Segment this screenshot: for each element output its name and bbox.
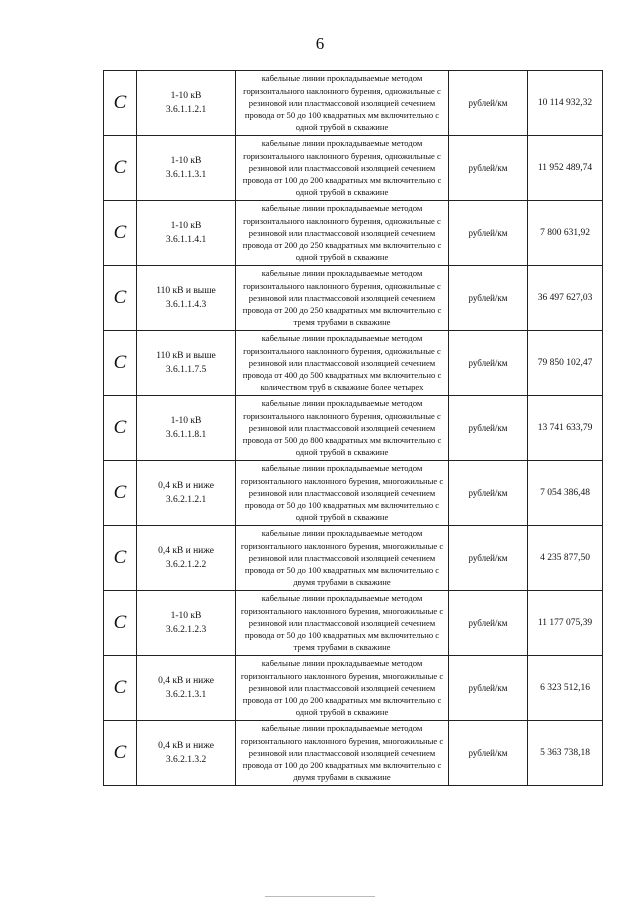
price-cell: 11 177 075,39 — [528, 591, 603, 656]
table-row — [104, 461, 603, 526]
voltage-class: 0,4 кВ и ниже — [158, 546, 214, 556]
rate-code: 3.6.2.1.3.2 — [165, 755, 207, 765]
table-row — [104, 331, 603, 396]
rate-letter-cell: C — [104, 396, 137, 461]
description-cell: кабельные линии прокладываемые методом горизонтального наклонного бурения, многожильные с резиновой или пластмассовой изоляцией сечением провода от 50 до 100 квадратных мм включительно с одной трубой в скважине — [236, 461, 449, 526]
rate-code: 3.6.1.1.4.3 — [165, 300, 207, 310]
voltage-class: 1-10 кВ — [170, 611, 202, 621]
voltage-code-cell — [137, 591, 236, 656]
rate-letter-cell: C — [104, 591, 137, 656]
price-cell: 4 235 877,50 — [528, 526, 603, 591]
description-cell: кабельные линии прокладываемые методом горизонтального наклонного бурения, одножильные с резиновой или пластмассовой изоляцией сечением провода от 200 до 250 квадратных мм включительно с тремя трубами в скважине — [236, 266, 449, 331]
rate-code: 3.6.2.1.2.1 — [165, 495, 207, 505]
unit-cell: рублей/км — [449, 461, 528, 526]
unit-cell: рублей/км — [449, 266, 528, 331]
price-cell: 11 952 489,74 — [528, 136, 603, 201]
table-row — [104, 201, 603, 266]
voltage-code-cell — [137, 71, 236, 136]
price-cell: 36 497 627,03 — [528, 266, 603, 331]
unit-cell: рублей/км — [449, 396, 528, 461]
rate-code: 3.6.1.1.8.1 — [165, 430, 207, 440]
voltage-class: 1-10 кВ — [170, 156, 202, 166]
voltage-code-cell — [137, 526, 236, 591]
table-row — [104, 721, 603, 786]
table-row — [104, 71, 603, 136]
voltage-class: 110 кВ и выше — [156, 286, 216, 296]
voltage-code-cell — [137, 201, 236, 266]
rates-table — [103, 70, 603, 786]
rate-code: 3.6.1.1.4.1 — [165, 235, 207, 245]
rate-code: 3.6.1.1.7.5 — [165, 365, 207, 375]
footer-rule — [265, 896, 375, 897]
voltage-code-cell — [137, 721, 236, 786]
table-row — [104, 526, 603, 591]
rate-code: 3.6.1.1.3.1 — [165, 170, 207, 180]
voltage-class: 1-10 кВ — [170, 221, 202, 231]
table-row — [104, 591, 603, 656]
rate-letter-cell: C — [104, 266, 137, 331]
voltage-class: 0,4 кВ и ниже — [158, 676, 214, 686]
rate-letter-cell: C — [104, 331, 137, 396]
description-cell: кабельные линии прокладываемые методом горизонтального наклонного бурения, одножильные с резиновой или пластмассовой изоляцией сечением провода от 50 до 100 квадратных мм включительно с одной трубой в скважине — [236, 71, 449, 136]
voltage-code-cell — [137, 331, 236, 396]
unit-cell: рублей/км — [449, 136, 528, 201]
voltage-class: 1-10 кВ — [170, 91, 202, 101]
voltage-code-cell — [137, 656, 236, 721]
description-cell: кабельные линии прокладываемые методом горизонтального наклонного бурения, одножильные с резиновой или пластмассовой изоляцией сечением провода от 400 до 500 квадратных мм включительно с количеством труб в скважине более четырех — [236, 331, 449, 396]
rate-letter-cell: C — [104, 71, 137, 136]
rate-letter-cell: C — [104, 461, 137, 526]
description-cell: кабельные линии прокладываемые методом горизонтального наклонного бурения, одножильные с резиновой или пластмассовой изоляцией сечением провода от 100 до 200 квадратных мм включительно с одной трубой в скважине — [236, 136, 449, 201]
voltage-code-cell — [137, 461, 236, 526]
voltage-class: 110 кВ и выше — [156, 351, 216, 361]
description-cell: кабельные линии прокладываемые методом горизонтального наклонного бурения, одножильные с резиновой или пластмассовой изоляцией сечением провода от 200 до 250 квадратных мм включительно с одной трубой в скважине — [236, 201, 449, 266]
description-cell: кабельные линии прокладываемые методом горизонтального наклонного бурения, многожильные с резиновой или пластмассовой изоляцией сечением провода от 100 до 200 квадратных мм включительно с двумя трубами в скважине — [236, 721, 449, 786]
voltage-code-cell — [137, 136, 236, 201]
voltage-code-cell — [137, 396, 236, 461]
voltage-class: 0,4 кВ и ниже — [158, 481, 214, 491]
rate-letter-cell: C — [104, 721, 137, 786]
description-cell: кабельные линии прокладываемые методом горизонтального наклонного бурения, многожильные с резиновой или пластмассовой изоляцией сечением провода от 50 до 100 квадратных мм включительно с двумя трубами в скважине — [236, 526, 449, 591]
unit-cell: рублей/км — [449, 721, 528, 786]
unit-cell: рублей/км — [449, 591, 528, 656]
price-cell: 7 054 386,48 — [528, 461, 603, 526]
table-row — [104, 396, 603, 461]
page-number: 6 — [315, 34, 325, 53]
rate-code: 3.6.1.1.2.1 — [165, 105, 207, 115]
voltage-code-cell — [137, 266, 236, 331]
price-cell: 6 323 512,16 — [528, 656, 603, 721]
rate-letter-cell: C — [104, 136, 137, 201]
table-row — [104, 136, 603, 201]
table-row — [104, 656, 603, 721]
price-cell: 10 114 932,32 — [528, 71, 603, 136]
price-cell: 7 800 631,92 — [528, 201, 603, 266]
voltage-class: 1-10 кВ — [170, 416, 202, 426]
price-cell: 13 741 633,79 — [528, 396, 603, 461]
rate-code: 3.6.2.1.2.3 — [165, 625, 207, 635]
unit-cell: рублей/км — [449, 201, 528, 266]
unit-cell: рублей/км — [449, 331, 528, 396]
price-cell: 79 850 102,47 — [528, 331, 603, 396]
voltage-class: 0,4 кВ и ниже — [158, 741, 214, 751]
description-cell: кабельные линии прокладываемые методом горизонтального наклонного бурения, многожильные с резиновой или пластмассовой изоляцией сечением провода от 50 до 100 квадратных мм включительно с тремя трубами в скважине — [236, 591, 449, 656]
rate-letter-cell: C — [104, 201, 137, 266]
rate-letter-cell: C — [104, 656, 137, 721]
table-row — [104, 266, 603, 331]
price-cell: 5 363 738,18 — [528, 721, 603, 786]
unit-cell: рублей/км — [449, 71, 528, 136]
unit-cell: рублей/км — [449, 656, 528, 721]
rate-code: 3.6.2.1.3.1 — [165, 690, 207, 700]
rate-code: 3.6.2.1.2.2 — [165, 560, 207, 570]
description-cell: кабельные линии прокладываемые методом горизонтального наклонного бурения, одножильные с резиновой или пластмассовой изоляцией сечением провода от 500 до 800 квадратных мм включительно с одной трубой в скважине — [236, 396, 449, 461]
rate-letter-cell: C — [104, 526, 137, 591]
rates-table-body — [104, 71, 603, 786]
description-cell: кабельные линии прокладываемые методом горизонтального наклонного бурения, многожильные с резиновой или пластмассовой изоляцией сечением провода от 100 до 200 квадратных мм включительно с одной трубой в скважине — [236, 656, 449, 721]
unit-cell: рублей/км — [449, 526, 528, 591]
